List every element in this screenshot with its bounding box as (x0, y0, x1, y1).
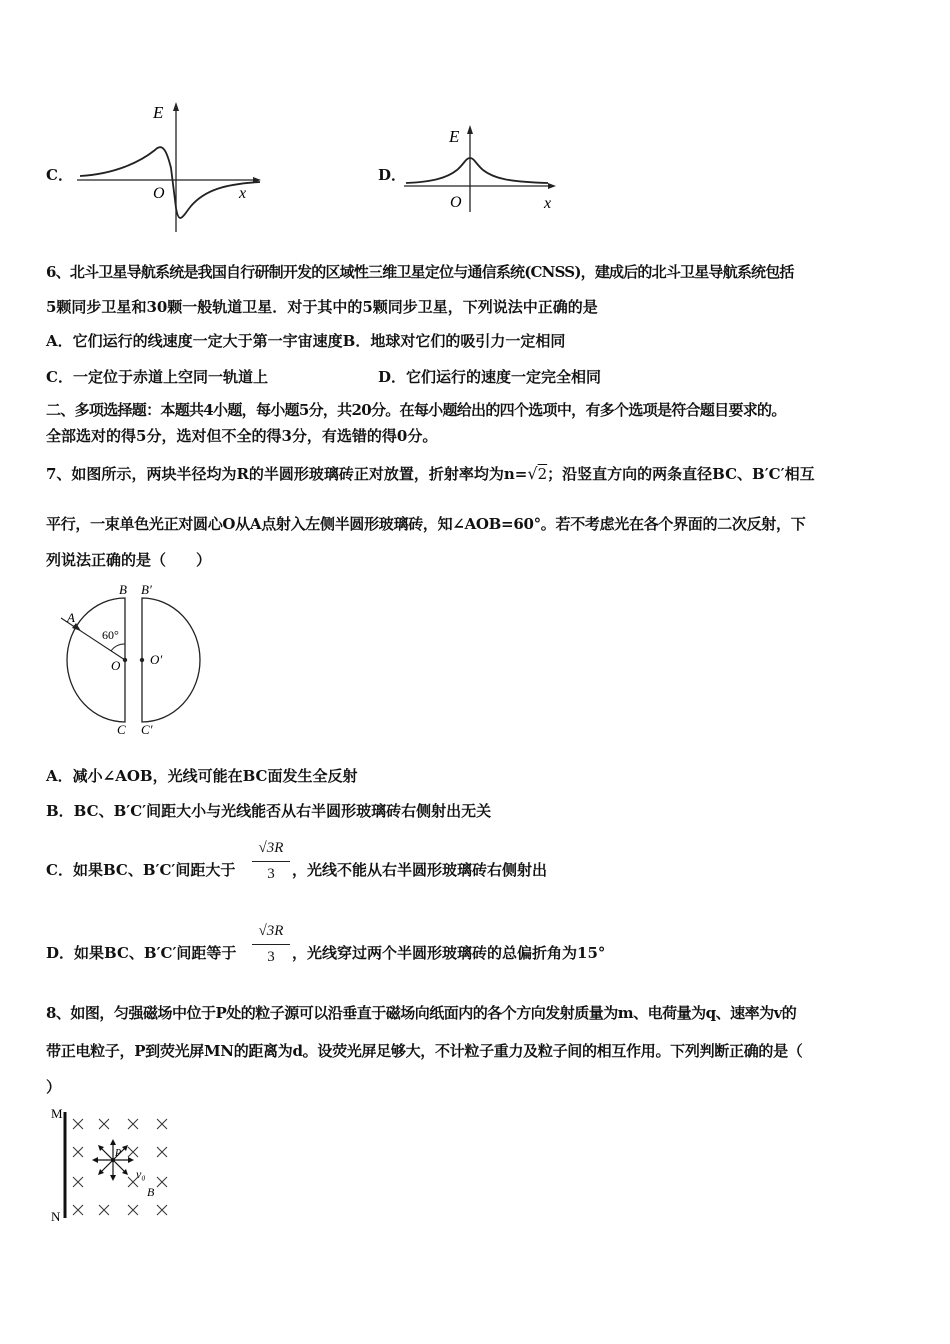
q7-stem-line1a: 7、如图所示，两块半径均为R的半圆形玻璃砖正对放置，折射率均为n= (46, 465, 528, 483)
x-axis-arrow-icon (548, 183, 556, 189)
axis-x-label: x (239, 185, 247, 202)
field-x-mark (73, 1205, 83, 1215)
center-o2-dot (140, 658, 144, 662)
q8-stem-line2: 带正电粒子，P到荧光屏MN的距离为d。设荧光屏足够大，不计粒子重力及粒子间的相互作用。下列判断正确的是（ (46, 1042, 803, 1060)
field-x-mark (157, 1177, 167, 1187)
origin-label: O (153, 185, 165, 202)
field-x-mark (157, 1147, 167, 1157)
q7-stem-line3: 列说法正确的是（ ） (46, 551, 212, 569)
field-x-mark (157, 1119, 167, 1129)
q7-option-c-fraction-bar (252, 861, 290, 862)
q6-stem-line1: 6、北斗卫星导航系统是我国自行研制开发的区域性三维卫星定位与通信系统(CNSS)，建成后的北斗卫星导航系统包括 (46, 263, 794, 281)
q8-figure (48, 1104, 188, 1226)
q7-option-c-post: ，光线不能从右半圆形玻璃砖右侧射出 (292, 861, 548, 879)
q7-option-c-pre: C．如果BC、B′C′间距大于 (46, 861, 236, 879)
sqrt-icon: √ (527, 464, 538, 483)
field-x-mark (157, 1205, 167, 1215)
axis-y-label: E (449, 127, 460, 146)
field-x-mark (73, 1147, 83, 1157)
label-o-prime: O′ (150, 652, 163, 667)
q6-options-ab: A．它们运行的线速度一定大于第一宇宙速度B．地球对它们的吸引力一定相同 (46, 332, 566, 350)
field-curve (406, 158, 548, 183)
label-b-prime: B′ (141, 582, 152, 597)
q8-stem-line1: 8、如图，匀强磁场中位于P处的粒子源可以沿垂直于磁场向纸面内的各个方向发射质量为m、电荷量为q、速率为v的 (46, 1004, 797, 1022)
label-v0: v₀ (136, 1167, 146, 1181)
q7-sqrt-value: 2 (537, 465, 548, 483)
axis-x-label: x (544, 195, 552, 212)
q7-stem-line2: 平行，一束单色光正对圆心O从A点射入左侧半圆形玻璃砖，知∠AOB=60°。若不考虑光在各个界面的二次反射，下 (46, 515, 806, 533)
field-x-mark (128, 1147, 138, 1157)
q7-option-d-fraction-bar (252, 944, 290, 945)
field-x-mark (99, 1119, 109, 1129)
q6-option-c: C．一定位于赤道上空同一轨道上 (46, 368, 268, 386)
q5-option-c-label: C． (46, 166, 73, 184)
field-x-mark (128, 1119, 138, 1129)
label-m: M (51, 1106, 63, 1121)
q7-figure (55, 578, 215, 736)
q7-option-c-fraction-numerator: √3R (258, 840, 284, 856)
label-b: B (147, 1185, 155, 1199)
field-curve (80, 147, 260, 218)
q7-option-d-pre: D．如果BC、B′C′间距等于 (46, 944, 237, 962)
q7-option-d-fraction-denominator: 3 (267, 949, 275, 965)
label-o: O (111, 658, 121, 673)
field-x-mark (73, 1119, 83, 1129)
section2-heading-line2: 全部选对的得5分，选对但不全的得3分，有选错的得0分。 (46, 427, 438, 445)
label-b: B (119, 582, 127, 597)
q7-option-c-fraction-denominator: 3 (267, 866, 275, 882)
field-x-mark (73, 1177, 83, 1187)
field-x-mark (128, 1205, 138, 1215)
label-c: C (117, 722, 126, 736)
q5-option-d-label: D． (378, 166, 407, 184)
label-a: A (67, 610, 75, 625)
label-n: N (51, 1209, 61, 1224)
q7-option-b: B．BC、B′C′间距大小与光线能否从右半圆形玻璃砖右侧射出无关 (46, 802, 492, 820)
q7-stem-line1 (46, 464, 815, 484)
axis-y-label: E (153, 103, 164, 122)
q6-option-d: D．它们运行的速度一定完全相同 (378, 368, 602, 386)
q7-option-d-fraction-numerator: √3R (258, 923, 284, 939)
y-axis-arrow-icon (467, 125, 473, 134)
angle-arc (111, 644, 125, 651)
origin-label: O (450, 194, 462, 211)
q7-stem-line1b: ；沿竖直方向的两条直径BC、B′C′相互 (547, 465, 815, 483)
field-x-mark (99, 1205, 109, 1215)
q5-graph-d (402, 120, 562, 215)
q5-graph-c (75, 98, 265, 238)
q6-stem-line2: 5颗同步卫星和30颗一般轨道卫星．对于其中的5颗同步卫星，下列说法中正确的是 (46, 298, 598, 316)
label-p: P (115, 1148, 122, 1159)
q7-option-a: A．减小∠AOB，光线可能在BC面发生全反射 (46, 767, 358, 785)
q7-option-d-post: ，光线穿过两个半圆形玻璃砖的总偏折角为15° (292, 944, 606, 962)
section2-heading-line1: 二、多项选择题：本题共4小题，每小题5分，共20分。在每小题给出的四个选项中，有多个选项是符合题目要求的。 (46, 401, 786, 419)
y-axis-arrow-icon (173, 102, 179, 111)
angle-label: 60° (102, 628, 119, 642)
label-c-prime: C′ (141, 722, 153, 736)
q8-stem-line3: ） (46, 1078, 62, 1096)
center-o-dot (123, 658, 127, 662)
